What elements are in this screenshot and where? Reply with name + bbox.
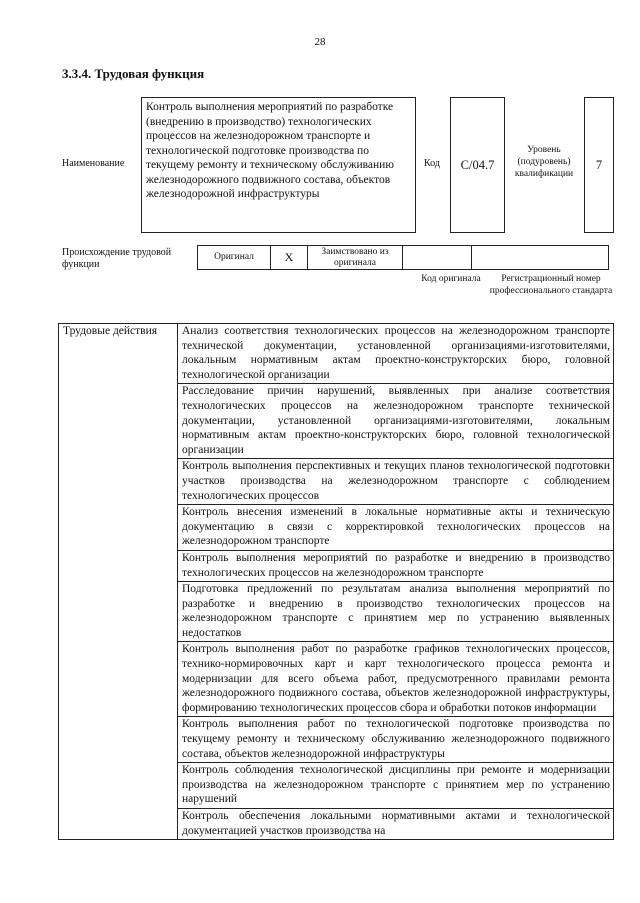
table-row (59, 324, 614, 384)
labor-actions-table (58, 323, 614, 840)
origin-label: Происхождение трудовой функции (62, 247, 172, 270)
labor-action-item: Расследование причин нарушений, выявленных при анализе соответствия технологических процессов на железнодорожном транспорте технической документации, установленной организациями-изготовителями, локальным нормативным актам проектно-конструкторских бюро, головной технологической организации (178, 384, 614, 459)
labor-action-item: Контроль соблюдения технологической дисциплины при ремонте и модернизации производства на железнодорожном транспорте с принятием мер по устранению нарушений (178, 763, 614, 809)
labor-action-item: Контроль выполнения перспективных и текущих планов технологической подготовки участков производства на железнодорожном транспорте с соблюдением технологических процессов (178, 459, 614, 505)
origin-grid (197, 245, 609, 270)
section-title: 3.3.4. Трудовая функция (62, 66, 205, 81)
reg-number-cell (472, 246, 609, 270)
level-value-box: 7 (584, 97, 614, 233)
code-original-cell (403, 246, 472, 270)
borrowed-cell: Заимствовано из оригинала (308, 246, 403, 270)
reg-number-caption: Регистрационный номер профессионального стандарта (489, 274, 613, 296)
labor-action-item: Контроль выполнения работ по разработке графиков технологических процессов, технико-нормировочных карт и карт технологического процесса ремонта и модернизации для всего объема работ, предусмотренного правилами ремонта железнодорожного подвижного состава, объектов железнодорожной инфраструктуры, формированию технологических процессов сбора и обработки потоков информации (178, 642, 614, 717)
page-number: 28 (314, 36, 326, 48)
original-cell: Оригинал (198, 246, 271, 270)
labor-action-item: Контроль выполнения мероприятий по разработке и внедрению в производство технологических процессов на железнодорожном транспорте (178, 550, 614, 581)
labor-actions-label: Трудовые действия (59, 324, 178, 840)
labor-action-item: Контроль обеспечения локальными нормативными актами и технологической документацией участков производства на (178, 809, 614, 840)
function-name-box: Контроль выполнения мероприятий по разработке (внедрению в производство) технологических процессов на железнодорожном транспорте и технологической подготовке производства по текущему ремонту и техническому обслуживанию железнодорожного подвижного состава, объектов железнодорожной инфраструктуры (141, 97, 416, 233)
labor-action-item: Контроль выполнения работ по технологической подготовке производства по текущему ремонту и техническому обслуживанию железнодорожного подвижного состава, объектов железнодорожной инфраструктуры (178, 717, 614, 763)
code-label: Код (424, 158, 440, 169)
labor-action-item: Контроль внесения изменений в локальные нормативные акты и техническую документацию в связи с корректировкой технологических процессов на железнодорожном транспорте (178, 505, 614, 551)
code-value-box: C/04.7 (450, 97, 505, 233)
level-label: Уровень (подуровень) квалификации (514, 145, 574, 179)
name-label: Наименование (62, 158, 125, 169)
original-mark: X (271, 246, 308, 270)
labor-action-item: Анализ соответствия технологических процессов на железнодорожном транспорте технической документации, установленной организациями-изготовителями, локальным нормативным актам проектно-конструкторских бюро, головной технологической организации (178, 324, 614, 384)
code-original-caption: Код оригинала (421, 274, 481, 284)
labor-action-item: Подготовка предложений по результатам анализа выполнения мероприятий по разработке и внедрению в производство технологических процессов на железнодорожном транспорте с принятием мер по устранению выявленных недостатков (178, 582, 614, 642)
